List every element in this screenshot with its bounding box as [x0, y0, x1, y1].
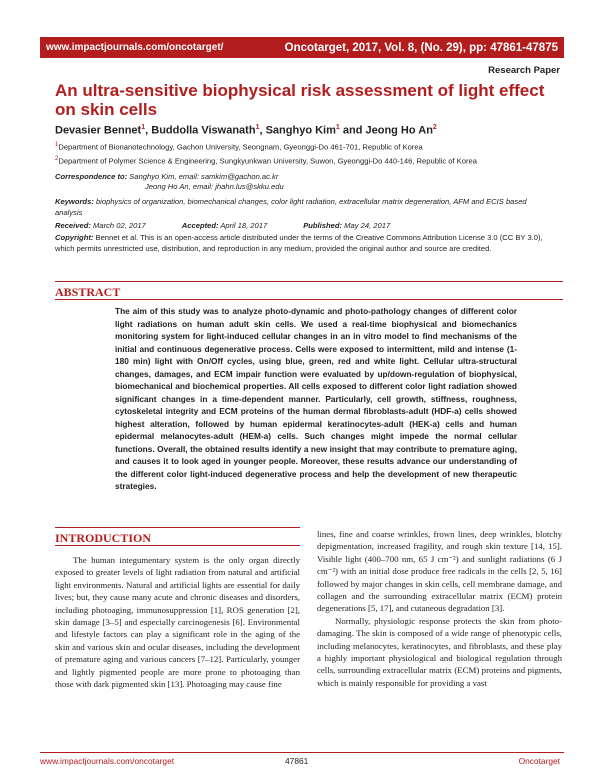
footer-journal: Oncotarget: [518, 756, 560, 766]
introduction-heading: INTRODUCTION: [55, 531, 152, 545]
author-affiliation-marker: 2: [432, 124, 437, 131]
section-divider: [55, 545, 300, 546]
section-divider: [55, 527, 300, 528]
paper-title: An ultra-sensitive biophysical risk assessment of light effect on skin cells: [55, 81, 545, 119]
correspondence-line[interactable]: Jeong Ho An, email: jhahn.lus@skku.edu: [145, 182, 284, 191]
paragraph: lines, fine and coarse wrinkles, frown lines, deep wrinkles, blotchy depigmentation, increased fragility, and rough skin texture [14, 15]. Visible light (400–700 nm, 65 J cm⁻²) and sunlight radiations (6 J cm⁻²) with an initial dose produce free radicals in the cells [2, 5, 16] followed by major changes in skin cells, cell membrane damage, and collagen and the surrounding extracellular matrix (ECM) protein degenerations [5, 17], and cutaneous degradation [3].: [317, 529, 562, 614]
body-column-left: The human integumentary system is the only organ directly exposed to greater levels of light radiation from natural and artificial light environments. Natural and artificial lights are essential for daily lives; but, they cause many acute and chronic diseases and disorders, including photoaging, immunosuppression [1], ROS generation [2], skin damage [3–5] and especially carcinogenesis [6]. Environmental and lifestyle factors can play a significant role in the aging of the skin and various skin and ocular diseases, including the development of premature aging and various cancers [7–12]. Particularly, younger and lightly pigmented people are more prone to photoaging than those with dark pigmented skin [13]. Photoaging may cause fine: [55, 555, 300, 690]
page-number: 47861: [285, 756, 309, 766]
section-divider: [55, 281, 563, 282]
author-affiliation-marker: 1: [335, 124, 340, 131]
accepted-date: Accepted: April 18, 2017: [181, 221, 268, 230]
header-bar: [40, 37, 564, 58]
received-date: Received: March 02, 2017: [55, 221, 146, 230]
author-list: [55, 124, 437, 137]
keywords: [55, 196, 555, 218]
author-name: Devasier Bennet: [55, 124, 142, 137]
author-name: Sanghyo Kim: [265, 124, 336, 137]
correspondence-line[interactable]: Sanghyo Kim, email: samkim@gachon.ac.kr: [129, 172, 279, 181]
copyright: [55, 232, 555, 254]
affiliation: [55, 140, 555, 153]
copyright-label: Copyright:: [55, 233, 94, 242]
correspondence-label: Correspondence to:: [55, 172, 128, 181]
copyright-text: Bennet et al. This is an open-access article distributed under the terms of the Creative Commons Attribution License 3.0 (CC BY 3.0), which permits unrestricted use, distribution, and reproduction in any medium, provided the original author and source are credited.: [55, 233, 543, 253]
author-separator: ,: [145, 124, 149, 137]
published-date: Published: May 24, 2017: [303, 221, 391, 230]
affiliation-text: Department of Bionanotechnology, Gachon University, Seongnam, Gyeonggi-Do 461-701, Republic of Korea: [58, 142, 423, 152]
body-column-right: [317, 528, 562, 689]
affiliation-marker: 1: [55, 142, 59, 148]
author-name: Jeong Ho An: [365, 124, 433, 137]
keywords-label: Keywords:: [55, 197, 94, 206]
journal-reference: Oncotarget, 2017, Vol. 8, (No. 29), pp: 47861-47875: [284, 41, 558, 54]
author-name: Buddolla Viswanath: [151, 124, 256, 137]
footer-url[interactable]: www.impactjournals.com/oncotarget: [40, 756, 175, 766]
section-divider: [55, 299, 563, 300]
paragraph: Normally, physiologic response protects the skin from photo-damaging. The skin is composed of a wide range of phenotypic cells, including melanocytes, keratinocytes, and fibroblasts, and these play a highly important physiological and biological regulation through cells, surrounding extracellular matrix (ECM) proteins and pigments, which is mainly responsible for providing a vast: [317, 615, 562, 688]
affiliation: [55, 154, 555, 167]
author-separator: ,: [259, 124, 263, 137]
journal-url[interactable]: www.impactjournals.com/oncotarget/: [46, 42, 224, 53]
author-separator: and: [342, 124, 363, 137]
abstract-heading: ABSTRACT: [55, 285, 121, 299]
article-dates: [55, 220, 555, 231]
author-affiliation-marker: 1: [255, 124, 260, 131]
affiliation-marker: 2: [55, 156, 59, 162]
keywords-text: biophysics of organization, biomechanical changes, color light radiation, extracellular matrix degeneration, AFM and ECIS based analysis: [55, 197, 527, 217]
author-affiliation-marker: 1: [141, 124, 146, 131]
abstract-text: The aim of this study was to analyze photo-dynamic and photo-pathology changes of different color light radiations on human adult skin cells. We used a real-time biophysical and biomechanics monitoring system for light-induced cellular changes in an in vitro model to find mechanisms of the initial and continuous degenerative process. Cells were exposed to intermittent, mild and intense (1-180 min) light with On/Off cycles, using blue, green, red and white light. Cellular ultra-structural changes, damages, and ECM impair function were evaluated by up/down-regulation of biophysical, biomechanical and biochemical properties. All cells exposed to different color light radiation showed significant changes in a time-dependent manner. Particularly, cell growth, stiffness, roughness, cytoskeletal integrity and ECM proteins of the human dermal fibroblasts-adult (HDF-a) cells showed highest alteration, followed by human epidermal keratinocytes-adult (HEK-a) cells and human epidermal melanocytes-adult (HEM-a) cells. Such changes might impede the normal cellular functions. Overall, the obtained results identify a new insight that may contribute to premature aging, and causes it to look aged in younger people. Moreover, these results advance our understanding of the different color light-induced degenerative process and help the development of new therapeutic strategies.: [115, 306, 517, 491]
affiliation-text: Department of Polymer Science & Engineering, Sungkyunkwan University, Suwon, Gyeonggi-Do 440-146, Republic of Korea: [58, 156, 477, 166]
footer-divider: [40, 752, 564, 753]
article-type: Research Paper: [488, 65, 560, 76]
